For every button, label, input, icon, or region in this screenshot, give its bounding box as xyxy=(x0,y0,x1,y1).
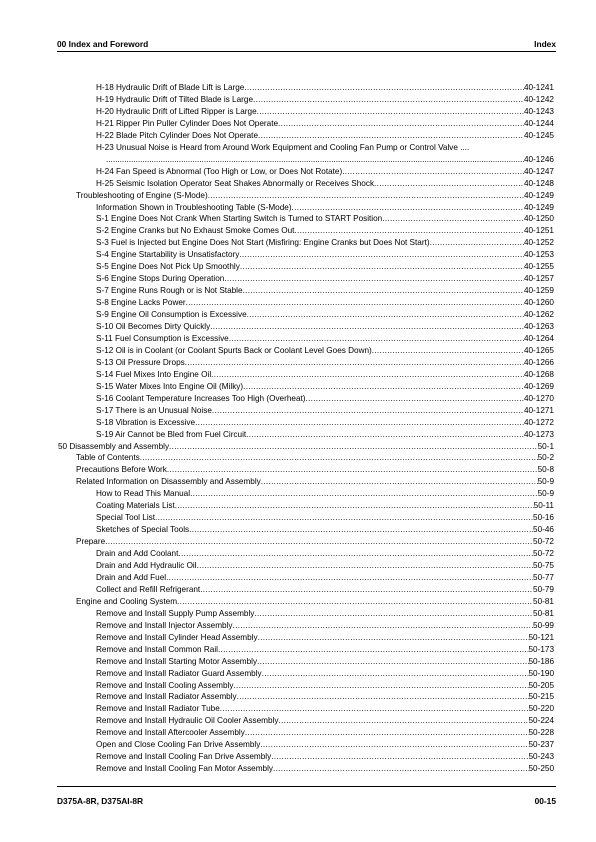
toc-leader-dots xyxy=(229,333,524,345)
toc-entry-title: Remove and Install Radiator Guard Assembly xyxy=(96,668,262,678)
toc-leader-dots xyxy=(271,751,528,763)
toc-section[interactable] xyxy=(76,190,554,202)
toc-leader-dots xyxy=(262,668,529,680)
toc-page-number: 40-1263 xyxy=(523,322,554,331)
toc-entry[interactable] xyxy=(96,548,554,560)
toc-leader-dots xyxy=(246,429,524,441)
toc-entry[interactable] xyxy=(96,166,554,178)
toc-entry[interactable] xyxy=(96,94,554,106)
toc-entry[interactable] xyxy=(96,632,554,644)
toc-page-number: 50-16 xyxy=(533,513,554,523)
toc-leader-dots xyxy=(186,297,524,309)
toc-page-number: 50-243 xyxy=(528,752,554,762)
toc-leader-dots xyxy=(208,190,524,202)
toc-leader-dots xyxy=(197,560,533,572)
toc-leader-dots xyxy=(247,309,524,321)
toc-entry-title: Drain and Add Fuel xyxy=(96,572,167,582)
toc-page-number: 50-9 xyxy=(537,477,554,487)
toc-entry-title: Information Shown in Troubleshooting Table (S-Mode) xyxy=(96,202,292,212)
toc-page-number: 40-1249 xyxy=(523,190,554,200)
toc-entry-title: Prepare xyxy=(76,537,106,547)
toc-entry-title: Remove and Install Hydraulic Oil Cooler Assembly xyxy=(96,716,279,726)
toc-entry-title: Precautions Before Work xyxy=(76,465,167,475)
toc-page-number: 40-1264 xyxy=(523,333,554,343)
toc-leader-dots xyxy=(372,345,524,357)
toc-page-number: 40-1246 xyxy=(523,154,554,164)
toc-page-number: 40-1262 xyxy=(523,310,554,320)
toc-leader-dots xyxy=(257,106,524,118)
toc-page-number: 40-1265 xyxy=(523,345,554,355)
toc-leader-dots xyxy=(278,715,528,727)
toc-entry-title: Remove and Install Radiator Assembly xyxy=(96,692,237,702)
toc-entry-title: H-18 Hydraulic Drift of Blade Lift is Large xyxy=(96,83,245,92)
toc-page-number: 50-228 xyxy=(528,728,554,738)
toc-leader-dots xyxy=(233,680,528,692)
toc-leader-dots xyxy=(220,703,529,715)
toc-page-number: 40-1270 xyxy=(523,393,554,403)
toc-leader-dots xyxy=(178,548,533,560)
toc-entry[interactable] xyxy=(96,680,554,692)
toc-entry-title: S-17 There is an Unusual Noise xyxy=(96,405,212,415)
toc-leader-dots xyxy=(253,94,524,106)
toc-entry-title: H-21 Ripper Pin Puller Cylinder Does Not Operate xyxy=(96,118,279,128)
header-rule xyxy=(57,51,556,52)
toc-entry[interactable] xyxy=(96,297,554,309)
toc-page-number: 50-77 xyxy=(533,572,554,582)
toc-leader-dots xyxy=(224,273,524,285)
toc-leader-dots xyxy=(218,644,529,656)
toc-leader-dots xyxy=(292,202,524,214)
toc-leader-dots xyxy=(306,393,524,405)
toc-entry[interactable] xyxy=(96,106,554,118)
toc-entry-title: S-16 Coolant Temperature Increases Too High (Overheat) xyxy=(96,393,306,403)
toc-entry-title: Troubleshooting of Engine (S-Mode) xyxy=(76,190,208,200)
toc-page-number: 40-1260 xyxy=(523,298,554,308)
toc-section[interactable] xyxy=(76,536,554,548)
toc-entry[interactable] xyxy=(96,261,554,273)
toc-page-number: 50-46 xyxy=(533,525,554,535)
toc-entry[interactable] xyxy=(96,524,554,536)
toc-entry-title: S-8 Engine Lacks Power xyxy=(96,298,186,308)
toc-entry-title: Open and Close Cooling Fan Drive Assembly xyxy=(96,740,261,750)
toc-entry-title: S-19 Air Cannot be Bled from Fuel Circuit xyxy=(96,429,247,439)
toc-page-number: 40-1242 xyxy=(523,94,554,104)
toc-entry-title: Remove and Install Supply Pump Assembly xyxy=(96,608,255,618)
toc-leader-dots xyxy=(278,118,524,130)
toc-entry-title: Collect and Refill Refrigerant xyxy=(96,584,201,594)
toc-page-number: 50-205 xyxy=(528,680,554,690)
toc-entry-title: S-6 Engine Stops During Operation xyxy=(96,274,225,284)
toc-leader-dots xyxy=(254,608,533,620)
toc-entry[interactable] xyxy=(96,249,554,261)
toc-leader-dots xyxy=(258,632,529,644)
toc-page-number: 40-1247 xyxy=(523,166,554,176)
toc-entry-title: H-20 Hydraulic Drift of Lifted Ripper is Large xyxy=(96,106,257,116)
toc-entry-title: Table of Contents xyxy=(76,453,140,463)
toc-entry[interactable] xyxy=(96,668,554,680)
toc-entry[interactable] xyxy=(96,417,554,429)
toc-page-number: 50-215 xyxy=(528,692,554,702)
toc-entry-title: H-24 Fan Speed is Abnormal (Too High or Low, or Does Not Rotate) xyxy=(96,166,343,176)
toc-entry-title: Related Information on Disassembly and Assembly xyxy=(76,477,261,487)
toc-entry[interactable] xyxy=(96,333,554,345)
toc-entry[interactable] xyxy=(96,285,554,297)
toc-entry-title: Remove and Install Injector Assembly xyxy=(96,620,233,630)
toc-page-number: 50-186 xyxy=(528,656,554,666)
toc-entry-title: S-2 Engine Cranks but No Exhaust Smoke Comes Out xyxy=(96,226,295,236)
toc-leader-dots xyxy=(233,620,534,632)
toc-leader-dots xyxy=(195,417,524,429)
toc-entry-title: Drain and Add Hydraulic Oil xyxy=(96,561,197,570)
toc-leader-dots xyxy=(237,691,529,703)
toc-entry-title: S-13 Oil Pressure Drops xyxy=(96,357,185,367)
toc-leader-dots xyxy=(374,178,524,190)
toc-section[interactable] xyxy=(76,596,554,608)
toc-entry-title: H-23 Unusual Noise is Heard from Around Work Equipment and Cooling Fan Pump or Control Valve .... xyxy=(96,142,470,152)
toc-entry-title: Remove and Install Aftercooler Assembly xyxy=(96,728,245,738)
toc-leader-dots xyxy=(106,154,524,166)
toc-entry[interactable] xyxy=(96,727,554,739)
toc-page-number: 50-72 xyxy=(533,537,554,547)
toc-entry[interactable] xyxy=(96,213,554,225)
toc-page-number: 50-220 xyxy=(528,704,554,714)
toc-entry[interactable] xyxy=(96,739,554,751)
toc-page-number: 40-1266 xyxy=(523,357,554,367)
toc-page-number: 50-72 xyxy=(533,549,554,559)
toc-entry[interactable] xyxy=(96,345,554,357)
toc-page-number: 40-1271 xyxy=(523,405,554,415)
toc-section[interactable] xyxy=(76,476,554,488)
toc-page-number: 50-11 xyxy=(533,501,554,511)
toc-entry-title: Drain and Add Coolant xyxy=(96,549,179,559)
toc-entry-title: S-12 Oil is in Coolant (or Coolant Spurts Back or Coolant Level Goes Down) xyxy=(96,345,372,355)
toc-page-number: 50-81 xyxy=(533,608,554,618)
toc-leader-dots xyxy=(169,441,538,453)
toc-entry[interactable] xyxy=(96,118,554,130)
toc-leader-dots xyxy=(212,405,524,417)
toc-entry[interactable] xyxy=(96,620,554,632)
toc-page-number: 40-1245 xyxy=(523,130,554,140)
toc-leader-dots xyxy=(257,656,528,668)
toc-page-number: 50-81 xyxy=(533,596,554,606)
toc-entry[interactable] xyxy=(96,405,554,417)
toc-entry[interactable] xyxy=(96,500,554,512)
toc-leader-dots xyxy=(245,727,529,739)
toc-entry[interactable] xyxy=(96,369,554,381)
toc-entry-title: Remove and Install Cylinder Head Assembly xyxy=(96,632,258,642)
toc-entry[interactable] xyxy=(96,202,554,214)
toc-entry-title: Remove and Install Cooling Fan Drive Assembly xyxy=(96,752,272,762)
toc-page-number: 40-1255 xyxy=(523,262,554,272)
toc-entry[interactable] xyxy=(96,715,554,727)
toc-page-number: 40-1243 xyxy=(523,106,554,116)
toc-page-number: 50-173 xyxy=(528,644,554,654)
toc-entry-title: S-7 Engine Runs Rough or is Not Stable xyxy=(96,286,243,296)
toc-page-number: 50-237 xyxy=(528,740,554,750)
toc-entry[interactable] xyxy=(96,488,554,500)
toc-entry-title: S-18 Vibration is Excessive xyxy=(96,417,196,427)
header-section-title: 00 Index and Foreword xyxy=(57,39,149,49)
toc-entry[interactable] xyxy=(96,178,554,190)
toc-entry-title: Remove and Install Starting Motor Assembly xyxy=(96,656,258,666)
toc-page-number: 40-1241 xyxy=(523,83,554,92)
toc-page-number: 50-121 xyxy=(528,632,554,642)
toc-entry-title: Remove and Install Radiator Tube xyxy=(96,704,220,714)
toc-leader-dots xyxy=(261,476,538,488)
toc-leader-dots xyxy=(177,596,533,608)
toc-page-number: 40-1252 xyxy=(523,238,554,248)
toc-leader-dots xyxy=(166,572,533,584)
toc-entry[interactable] xyxy=(96,512,554,524)
toc-page-number: 50-2 xyxy=(537,453,554,463)
toc-leader-dots xyxy=(342,166,524,178)
toc-entry-title: How to Read This Manual xyxy=(96,489,191,499)
toc-entry[interactable] xyxy=(96,584,554,596)
toc-entry-title: H-22 Blade Pitch Cylinder Does Not Operate xyxy=(96,130,259,140)
toc-entry[interactable] xyxy=(96,130,554,142)
header-index-label: Index xyxy=(534,39,556,49)
toc-entry[interactable] xyxy=(96,357,554,369)
toc-leader-dots xyxy=(210,321,524,333)
toc-entry-title: H-19 Hydraulic Drift of Tilted Blade is Large xyxy=(96,94,253,104)
toc-leader-dots xyxy=(240,261,524,273)
toc-page-number: 40-1251 xyxy=(523,226,554,236)
toc-leader-dots xyxy=(155,512,533,524)
toc-entry[interactable] xyxy=(96,691,554,703)
toc-entry-title: H-25 Seismic Isolation Operator Seat Shakes Abnormally or Receives Shock xyxy=(96,178,375,188)
toc-section[interactable] xyxy=(76,452,554,464)
toc-page-number: 50-8 xyxy=(537,465,554,475)
toc-entry-title: S-4 Engine Startability is Unsatisfactory xyxy=(96,250,240,260)
toc-leader-dots xyxy=(430,237,524,249)
toc-page-number: 40-1249 xyxy=(523,202,554,212)
toc-entry[interactable] xyxy=(96,656,554,668)
toc-entry[interactable] xyxy=(96,572,554,584)
toc-leader-dots xyxy=(258,130,524,142)
toc-section[interactable] xyxy=(76,464,554,476)
toc-leader-dots xyxy=(211,369,524,381)
toc-leader-dots xyxy=(273,763,528,775)
toc-page-number: 50-1 xyxy=(537,441,554,451)
toc-entry[interactable] xyxy=(96,429,554,441)
toc-entry-title: S-15 Water Mixes Into Engine Oil (Milky) xyxy=(96,381,244,391)
toc-page-number: 50-9 xyxy=(537,489,554,499)
toc-page-number: 40-1269 xyxy=(523,381,554,391)
toc-leader-dots xyxy=(105,536,533,548)
toc-entry[interactable] xyxy=(96,237,554,249)
page-footer xyxy=(57,796,556,810)
toc-entry-title: S-3 Fuel is Injected but Engine Does Not Start (Misfiring: Engine Cranks but Does Not Start) xyxy=(96,238,430,248)
toc-page-number: 50-250 xyxy=(528,764,554,774)
toc-page-number: 40-1273 xyxy=(523,429,554,439)
toc-entry[interactable] xyxy=(96,560,554,572)
toc-entry-title: Remove and Install Cooling Fan Motor Assembly xyxy=(96,764,274,774)
toc-chapter[interactable] xyxy=(58,441,554,453)
toc-page-number: 40-1250 xyxy=(523,214,554,224)
toc-entry-title: S-11 Fuel Consumption is Excessive xyxy=(96,333,229,343)
toc-entry-continuation[interactable] xyxy=(106,154,554,166)
toc-entry[interactable] xyxy=(96,393,554,405)
toc-entry[interactable] xyxy=(96,608,554,620)
toc-page-number: 40-1244 xyxy=(523,118,554,128)
toc-page-number: 40-1253 xyxy=(523,250,554,260)
toc-entry-title: Engine and Cooling System xyxy=(76,596,178,606)
toc-entry[interactable] xyxy=(96,321,554,333)
toc-entry-title: S-9 Engine Oil Consumption is Excessive xyxy=(96,310,247,320)
toc-entry-title: S-10 Oil Becomes Dirty Quickly xyxy=(96,322,211,331)
toc-entry-title: S-5 Engine Does Not Pick Up Smoothly xyxy=(96,262,240,272)
footer-rule xyxy=(57,786,556,787)
toc-leader-dots xyxy=(190,488,538,500)
toc-entry[interactable] xyxy=(96,751,554,763)
toc-entry-title: Remove and Install Common Rail xyxy=(96,644,218,654)
toc-leader-dots xyxy=(200,584,533,596)
toc-leader-dots xyxy=(382,213,524,225)
toc-leader-dots xyxy=(260,739,528,751)
toc-page-number: 50-79 xyxy=(533,584,554,594)
toc-entry[interactable] xyxy=(96,309,554,321)
toc-page-number: 40-1248 xyxy=(523,178,554,188)
toc-page-number: 40-1268 xyxy=(523,369,554,379)
toc-page-number: 50-99 xyxy=(533,620,554,630)
toc-page-number: 40-1259 xyxy=(523,286,554,296)
toc-entry[interactable] xyxy=(96,703,554,715)
toc-leader-dots xyxy=(244,82,524,94)
toc-entry-title: Remove and Install Cooling Assembly xyxy=(96,680,234,690)
toc-leader-dots xyxy=(243,285,524,297)
toc-leader-dots xyxy=(189,524,533,536)
toc-entry-title: 50 Disassembly and Assembly xyxy=(58,441,170,451)
toc-entry-title: Special Tool List xyxy=(96,513,156,523)
toc-leader-dots xyxy=(167,464,538,476)
toc-entry[interactable] xyxy=(96,763,554,775)
footer-page-number: 00-15 xyxy=(534,796,556,806)
toc-leader-dots xyxy=(239,249,524,261)
toc-leader-dots xyxy=(140,452,538,464)
toc-leader-dots xyxy=(185,357,524,369)
toc-page-number: 40-1272 xyxy=(523,417,554,427)
toc-entry[interactable] xyxy=(96,225,554,237)
toc-leader-dots xyxy=(294,225,524,237)
toc-entry-title: Sketches of Special Tools xyxy=(96,525,190,535)
toc-entry[interactable] xyxy=(96,381,554,393)
toc-entry[interactable] xyxy=(96,644,554,656)
toc-entry[interactable] xyxy=(96,142,554,154)
toc-leader-dots xyxy=(175,500,534,512)
toc-entry-title: S-1 Engine Does Not Crank When Starting Switch is Turned to START Position xyxy=(96,214,383,224)
toc-page-number: 50-190 xyxy=(528,668,554,678)
toc-entry-title: S-14 Fuel Mixes Into Engine Oil xyxy=(96,369,212,379)
toc-page-number: 40-1257 xyxy=(523,274,554,284)
toc-leader-dots xyxy=(243,381,524,393)
footer-model-label: D375A-8R, D375AI-8R xyxy=(57,796,144,806)
toc-page-number: 50-75 xyxy=(533,561,554,570)
toc-entry[interactable] xyxy=(96,82,554,94)
toc-page-number: 50-224 xyxy=(528,716,554,726)
toc-entry[interactable] xyxy=(96,273,554,285)
toc-entry-title: Coating Materials List xyxy=(96,501,175,511)
